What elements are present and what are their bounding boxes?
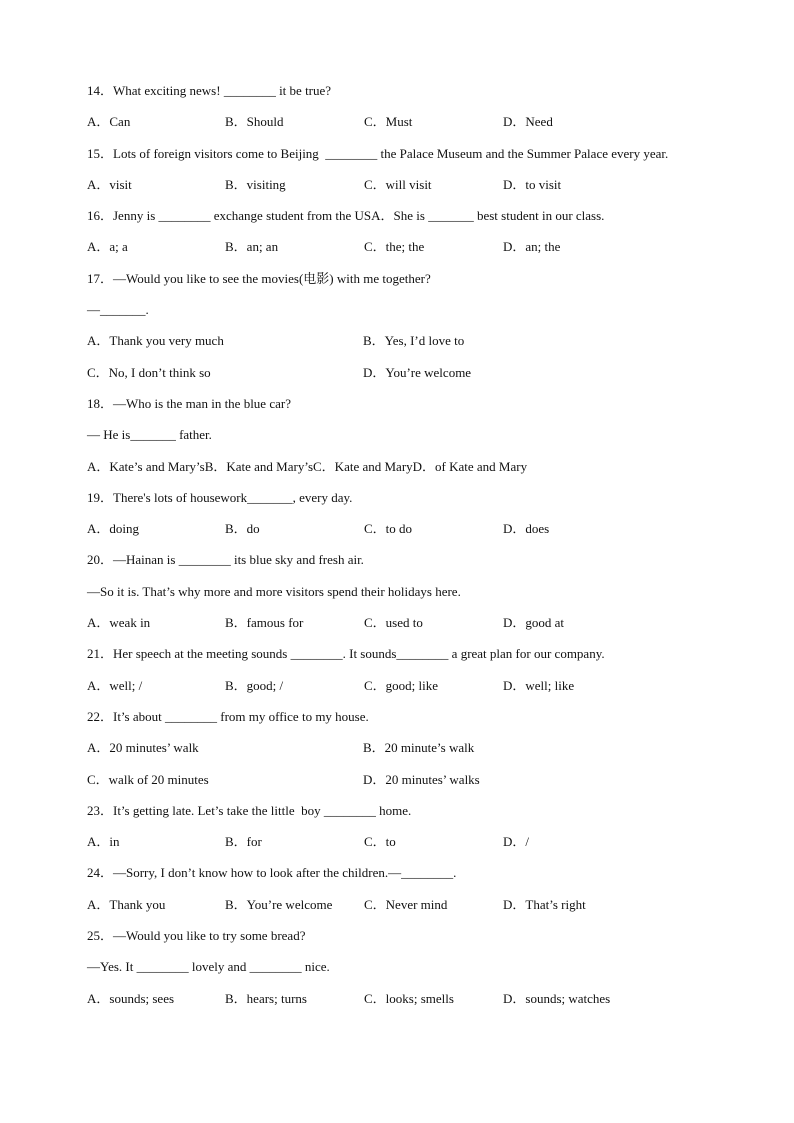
- answer-option: B．hears; turns: [225, 990, 307, 1006]
- answer-option: C．will visit: [364, 176, 432, 192]
- answer-option: B．Should: [225, 114, 284, 130]
- answer-option: A．Can: [87, 114, 131, 130]
- question-item: [87, 207, 747, 270]
- option-row: [87, 833, 747, 864]
- question-dialogue-line: —_______.: [87, 302, 149, 318]
- answer-option: C．looks; smells: [364, 990, 454, 1006]
- option-row: [87, 458, 747, 489]
- question-item: [87, 551, 747, 645]
- answer-option: D．to visit: [503, 176, 562, 192]
- answer-option: B．You’re welcome: [225, 896, 333, 912]
- option-row: [87, 113, 747, 144]
- answer-option: A．a; a: [87, 239, 128, 255]
- answer-option: C．Never mind: [364, 896, 448, 912]
- question-stem: 22．It’s about ________ from my office to my house.: [87, 708, 369, 724]
- answer-option: D．That’s right: [503, 896, 586, 912]
- option-row: [87, 896, 747, 927]
- option-row: [87, 739, 747, 770]
- answer-option: B．good; /: [225, 677, 284, 693]
- answer-option: B．an; an: [225, 239, 279, 255]
- question-item: [87, 82, 747, 145]
- answer-option: C．to: [364, 834, 396, 850]
- answer-option: D．You’re welcome: [363, 364, 472, 380]
- answer-option: D．well; like: [503, 677, 575, 693]
- question-item: [87, 145, 747, 208]
- question-list: [87, 82, 747, 1021]
- option-row: [87, 614, 747, 645]
- answer-option: B．do: [225, 521, 260, 537]
- answer-option: D．good at: [503, 615, 565, 631]
- option-row: [87, 990, 747, 1021]
- question-stem: 20．—Hainan is ________ its blue sky and fresh air.: [87, 552, 364, 568]
- answer-option: A．sounds; sees: [87, 990, 175, 1006]
- answer-option: C．the; the: [364, 239, 425, 255]
- question-item: [87, 708, 747, 802]
- answer-option: A．Kate’s and Mary’sB．Kate and Mary’sC．Kate and MaryD．of Kate and Mary: [87, 458, 528, 474]
- question-item: [87, 864, 747, 927]
- question-item: [87, 489, 747, 552]
- question-item: [87, 927, 747, 1021]
- answer-option: C．No, I don’t think so: [87, 364, 211, 380]
- question-stem: 16．Jenny is ________ exchange student from the USA．She is _______ best student in our class.: [87, 208, 605, 224]
- question-item: [87, 802, 747, 865]
- answer-option: D．sounds; watches: [503, 990, 611, 1006]
- answer-option: D．Need: [503, 114, 553, 130]
- question-stem: 18．—Who is the man in the blue car?: [87, 395, 291, 411]
- answer-option: C．Must: [364, 114, 413, 130]
- answer-option: A．well; /: [87, 677, 143, 693]
- question-stem: 19．There's lots of housework_______, every day.: [87, 489, 353, 505]
- answer-option: A．in: [87, 834, 120, 850]
- answer-option: A．visit: [87, 176, 132, 192]
- option-row: [87, 176, 747, 207]
- answer-option: B．20 minute’s walk: [363, 740, 475, 756]
- answer-option: D．an; the: [503, 239, 561, 255]
- answer-option: A．20 minutes’ walk: [87, 740, 199, 756]
- answer-option: C．used to: [364, 615, 423, 631]
- answer-option: A．Thank you: [87, 896, 166, 912]
- option-row: [87, 364, 747, 395]
- option-row: [87, 771, 747, 802]
- question-item: [87, 395, 747, 489]
- option-row: [87, 238, 747, 269]
- option-row: [87, 677, 747, 708]
- answer-option: A．doing: [87, 521, 140, 537]
- question-item: [87, 645, 747, 708]
- question-stem: 21．Her speech at the meeting sounds ________. It sounds________ a great plan for our company.: [87, 646, 605, 662]
- question-dialogue-line: —So it is. That’s why more and more visitors spend their holidays here.: [87, 583, 461, 599]
- question-dialogue-line: — He is_______ father.: [87, 427, 212, 443]
- question-stem: 17．—Would you like to see the movies(电影) with me together?: [87, 270, 431, 286]
- answer-option: B．famous for: [225, 615, 304, 631]
- question-stem: 15．Lots of foreign visitors come to Beijing ________ the Palace Museum and the Summer Palace every year.: [87, 145, 669, 161]
- answer-option: B．visiting: [225, 176, 286, 192]
- question-stem: 14．What exciting news! ________ it be true?: [87, 83, 332, 98]
- answer-option: B．Yes, I’d love to: [363, 333, 465, 349]
- answer-option: A．Thank you very much: [87, 333, 224, 349]
- question-stem: 23．It’s getting late. Let’s take the little boy ________ home.: [87, 802, 412, 818]
- question-dialogue-line: —Yes. It ________ lovely and ________ nice.: [87, 959, 330, 975]
- answer-option: D．/: [503, 834, 530, 850]
- answer-option: B．for: [225, 834, 262, 850]
- question-stem: 25．—Would you like to try some bread?: [87, 928, 306, 944]
- answer-option: C．walk of 20 minutes: [87, 771, 209, 787]
- answer-option: D．does: [503, 521, 550, 537]
- question-stem: 24．—Sorry, I don’t know how to look after the children.—________.: [87, 865, 457, 881]
- answer-option: C．to do: [364, 521, 413, 537]
- option-row: [87, 520, 747, 551]
- answer-option: C．good; like: [364, 677, 439, 693]
- answer-option: D．20 minutes’ walks: [363, 771, 480, 787]
- question-item: [87, 270, 747, 395]
- answer-option: A．weak in: [87, 615, 151, 631]
- option-row: [87, 332, 747, 363]
